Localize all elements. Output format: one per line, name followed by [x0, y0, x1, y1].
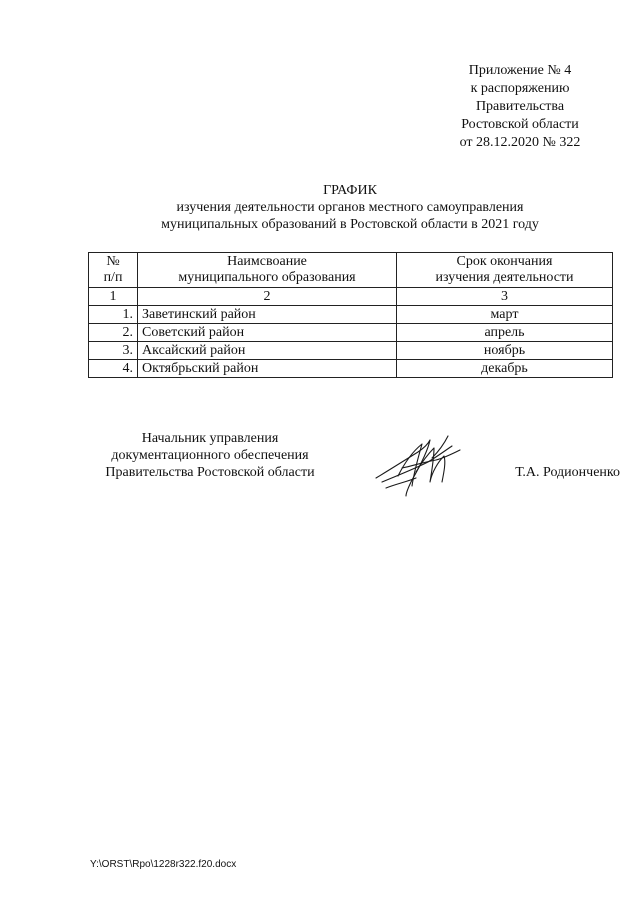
column-numbers-row: [89, 288, 613, 306]
signatory-name: Т.А. Родионченко: [515, 465, 620, 480]
column-number: 2: [138, 288, 397, 306]
row-term: декабрь: [397, 360, 613, 378]
document-title: [60, 182, 640, 233]
handwritten-signature: [372, 432, 464, 498]
header-term: [397, 253, 613, 288]
row-municipality: Октябрьский район: [138, 360, 397, 378]
title-line: изучения деятельности органов местного самоуправления: [176, 200, 524, 215]
row-municipality: Заветинский район: [138, 306, 397, 324]
header-term-line2: изучения деятельности: [435, 270, 574, 285]
appendix-line: от 28.12.2020 № 322: [459, 135, 581, 150]
row-number: 3.: [89, 342, 138, 360]
header-number-line2: п/п: [103, 270, 123, 285]
header-number: [89, 253, 138, 288]
position-line: Правительства Ростовской области: [105, 465, 315, 480]
header-name: [138, 253, 397, 288]
table-header-row: [89, 253, 613, 288]
row-term: март: [397, 306, 613, 324]
title-line: муниципальных образований в Ростовской области в 2021 году: [161, 217, 539, 232]
row-number: 4.: [89, 360, 138, 378]
appendix-line: Ростовской области: [461, 117, 579, 132]
row-term: апрель: [397, 324, 613, 342]
schedule-table: [88, 252, 613, 378]
position-line: документационного обеспечения: [111, 448, 309, 463]
file-path-footer: Y:\ORST\Rpo\1228r322.f20.docx: [90, 859, 237, 870]
appendix-line: Приложение № 4: [468, 63, 572, 78]
table-row: [89, 360, 613, 378]
appendix-header: [440, 62, 600, 152]
table-row: [89, 324, 613, 342]
header-name-line2: муниципального образования: [178, 270, 356, 285]
table-row: [89, 342, 613, 360]
title-heading: ГРАФИК: [323, 183, 377, 198]
row-number: 2.: [89, 324, 138, 342]
row-number: 1.: [89, 306, 138, 324]
appendix-line: Правительства: [475, 99, 565, 114]
row-term: ноябрь: [397, 342, 613, 360]
appendix-line: к распоряжению: [470, 81, 570, 96]
table-row: [89, 306, 613, 324]
header-term-line1: Срок окончания: [456, 254, 553, 269]
header-number-line1: №: [106, 254, 120, 269]
column-number: 1: [89, 288, 138, 306]
column-number: 3: [397, 288, 613, 306]
header-name-line1: Наимсвоание: [227, 254, 307, 269]
signatory-position: [80, 430, 340, 481]
row-municipality: Аксайский район: [138, 342, 397, 360]
row-municipality: Советский район: [138, 324, 397, 342]
position-line: Начальник управления: [141, 431, 279, 446]
